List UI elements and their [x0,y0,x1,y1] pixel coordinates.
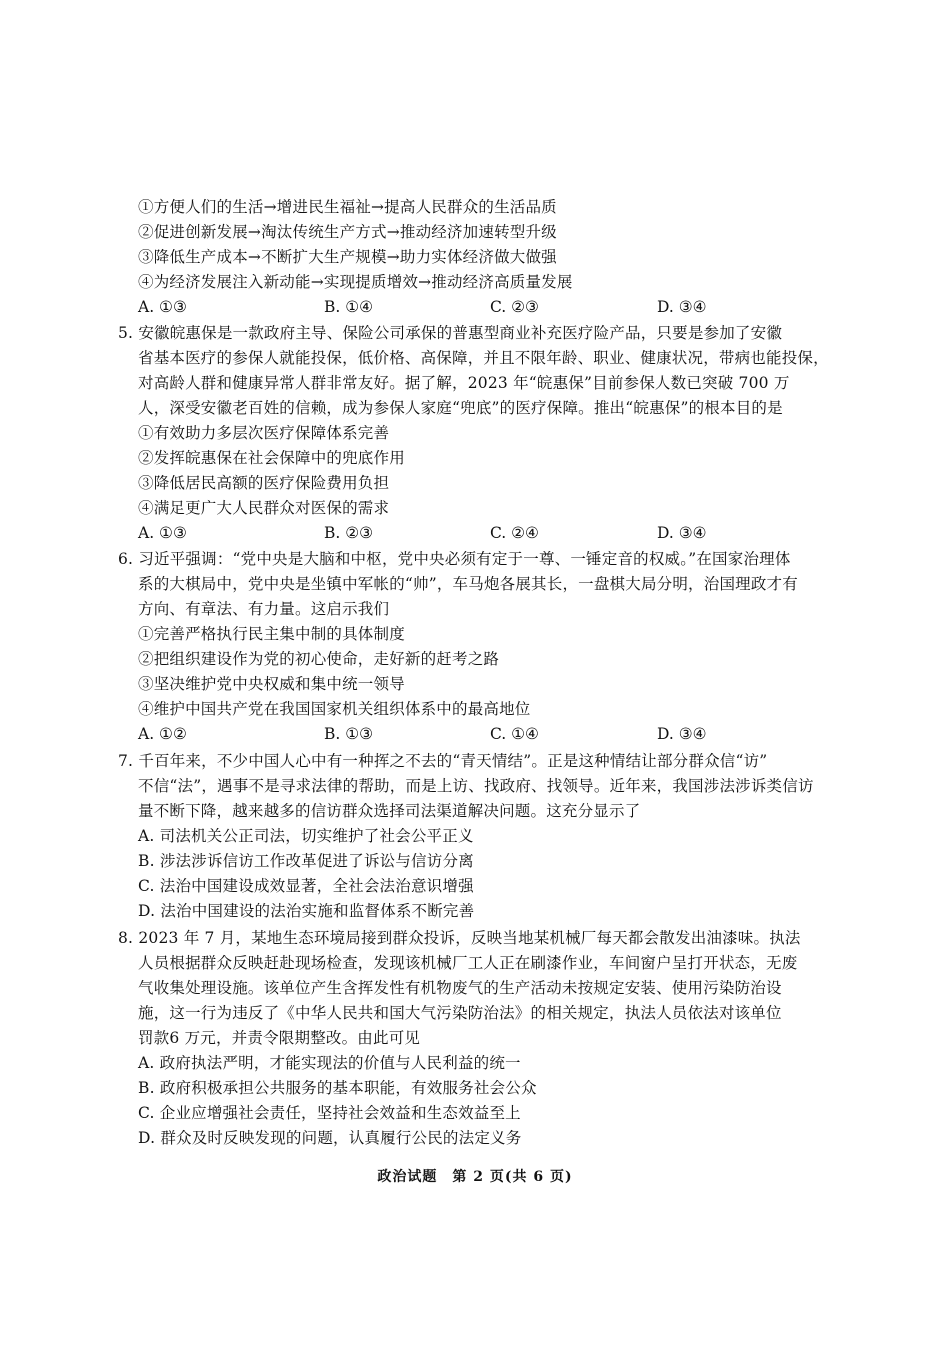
q8-option-c: C. 企业应增强社会责任，坚持社会效益和生态效益至上 [138,1104,521,1122]
page-footer: 政治试题 第 2 页(共 6 页) [377,1169,573,1185]
q5-option-c: C. ②④ [490,524,539,542]
q5-item-4: ④满足更广大人民群众对医保的需求 [138,499,390,517]
q7-option-c: C. 法治中国建设成效显著，全社会法治意识增强 [138,877,474,895]
q6-item-3: ③坚决维护党中央权威和集中统一领导 [138,675,405,693]
q4-option-d: D. ③④ [657,298,707,316]
q5-item-3: ③降低居民高额的医疗保险费用负担 [138,474,390,492]
q7-option-d: D. 法治中国建设的法治实施和监督体系不断完善 [138,902,475,920]
q8-stem-line-4: 施，这一行为违反了《中华人民共和国大气污染防治法》的相关规定，执法人员依法对该单位 [138,1004,782,1022]
q4-item-1: ①方便人们的生活→增进民生福祉→提高人民群众的生活品质 [138,198,557,216]
q8-stem-line-3: 气收集处理设施。该单位产生含挥发性有机物废气的生产活动未按规定安装、使用污染防治设 [138,979,782,997]
q8-stem-line-1: 8. 2023 年 7 月，某地生态环境局接到群众投诉，反映当地某机械厂每天都会散发出油漆味。执法 [118,929,801,947]
q8-option-b: B. 政府积极承担公共服务的基本职能，有效服务社会公众 [138,1079,537,1097]
q5-stem-line-4: 人，深受安徽老百姓的信赖，成为参保人家庭“兜底”的医疗保障。推出“皖惠保”的根本目的是 [138,399,783,417]
q6-option-c: C. ①④ [490,725,539,743]
q6-option-b: B. ①③ [324,725,374,743]
q6-option-a: A. ①② [138,725,187,743]
q5-option-d: D. ③④ [657,524,707,542]
q7-stem-line-2: 不信“法”，遇事不是寻求法律的帮助，而是上访、找政府、找领导。近年来，我国涉法涉诉类信访 [138,777,814,795]
q7-stem-line-1: 7. 千百年来，不少中国人心中有一种挥之不去的“青天情结”。正是这种情结让部分群众信“访” [118,752,768,770]
q6-stem-line-3: 方向、有章法、有力量。这启示我们 [138,600,390,618]
q6-item-2: ②把组织建设作为党的初心使命，走好新的赶考之路 [138,650,500,668]
q5-option-a: A. ①③ [138,524,187,542]
q4-option-b: B. ①④ [324,298,374,316]
q8-stem-line-5: 罚款6 万元，并责令限期整改。由此可见 [138,1029,421,1047]
q5-stem-line-3: 对高龄人群和健康异常人群非常友好。据了解，2023 年“皖惠保”目前参保人数已突破 700 万 [138,374,790,392]
q8-stem-line-2: 人员根据群众反映赶赴现场检查，发现该机械厂工人正在刷漆作业，车间窗户呈打开状态，无废 [138,954,798,972]
q4-item-3: ③降低生产成本→不断扩大生产规模→助力实体经济做大做强 [138,248,557,266]
q4-item-2: ②促进创新发展→淘汰传统生产方式→推动经济加速转型升级 [138,223,557,241]
q6-item-1: ①完善严格执行民主集中制的具体制度 [138,625,405,643]
q4-item-4: ④为经济发展注入新动能→实现提质增效→推动经济高质量发展 [138,273,573,291]
q7-option-a: A. 司法机关公正司法，切实维护了社会公平正义 [138,827,474,845]
q7-stem-line-3: 量不断下降，越来越多的信访群众选择司法渠道解决问题。这充分显示了 [138,802,641,820]
q5-option-b: B. ②③ [324,524,374,542]
q5-item-2: ②发挥皖惠保在社会保障中的兜底作用 [138,449,405,467]
q8-option-a: A. 政府执法严明，才能实现法的价值与人民利益的统一 [138,1054,521,1072]
q6-item-4: ④维护中国共产党在我国国家机关组织体系中的最高地位 [138,700,531,718]
q5-stem-line-2: 省基本医疗的参保人就能投保，低价格、高保障，并且不限年龄、职业、健康状况，带病也能投保， [138,349,829,367]
q5-item-1: ①有效助力多层次医疗保障体系完善 [138,424,390,442]
q4-option-c: C. ②③ [490,298,539,316]
q6-option-d: D. ③④ [657,725,707,743]
q5-stem-line-1: 5. 安徽皖惠保是一款政府主导、保险公司承保的普惠型商业补充医疗险产品，只要是参加了安徽 [118,324,783,342]
q8-option-d: D. 群众及时反映发现的问题，认真履行公民的法定义务 [138,1129,522,1147]
q4-option-a: A. ①③ [138,298,187,316]
q7-option-b: B. 涉法涉诉信访工作改革促进了诉讼与信访分离 [138,852,474,870]
q6-stem-line-1: 6. 习近平强调：“党中央是大脑和中枢，党中央必须有定于一尊、一锤定音的权威。”在国家治理体 [118,550,791,568]
q6-stem-line-2: 系的大棋局中，党中央是坐镇中军帐的“帅”，车马炮各展其长，一盘棋大局分明，治国理政才有 [138,575,798,593]
